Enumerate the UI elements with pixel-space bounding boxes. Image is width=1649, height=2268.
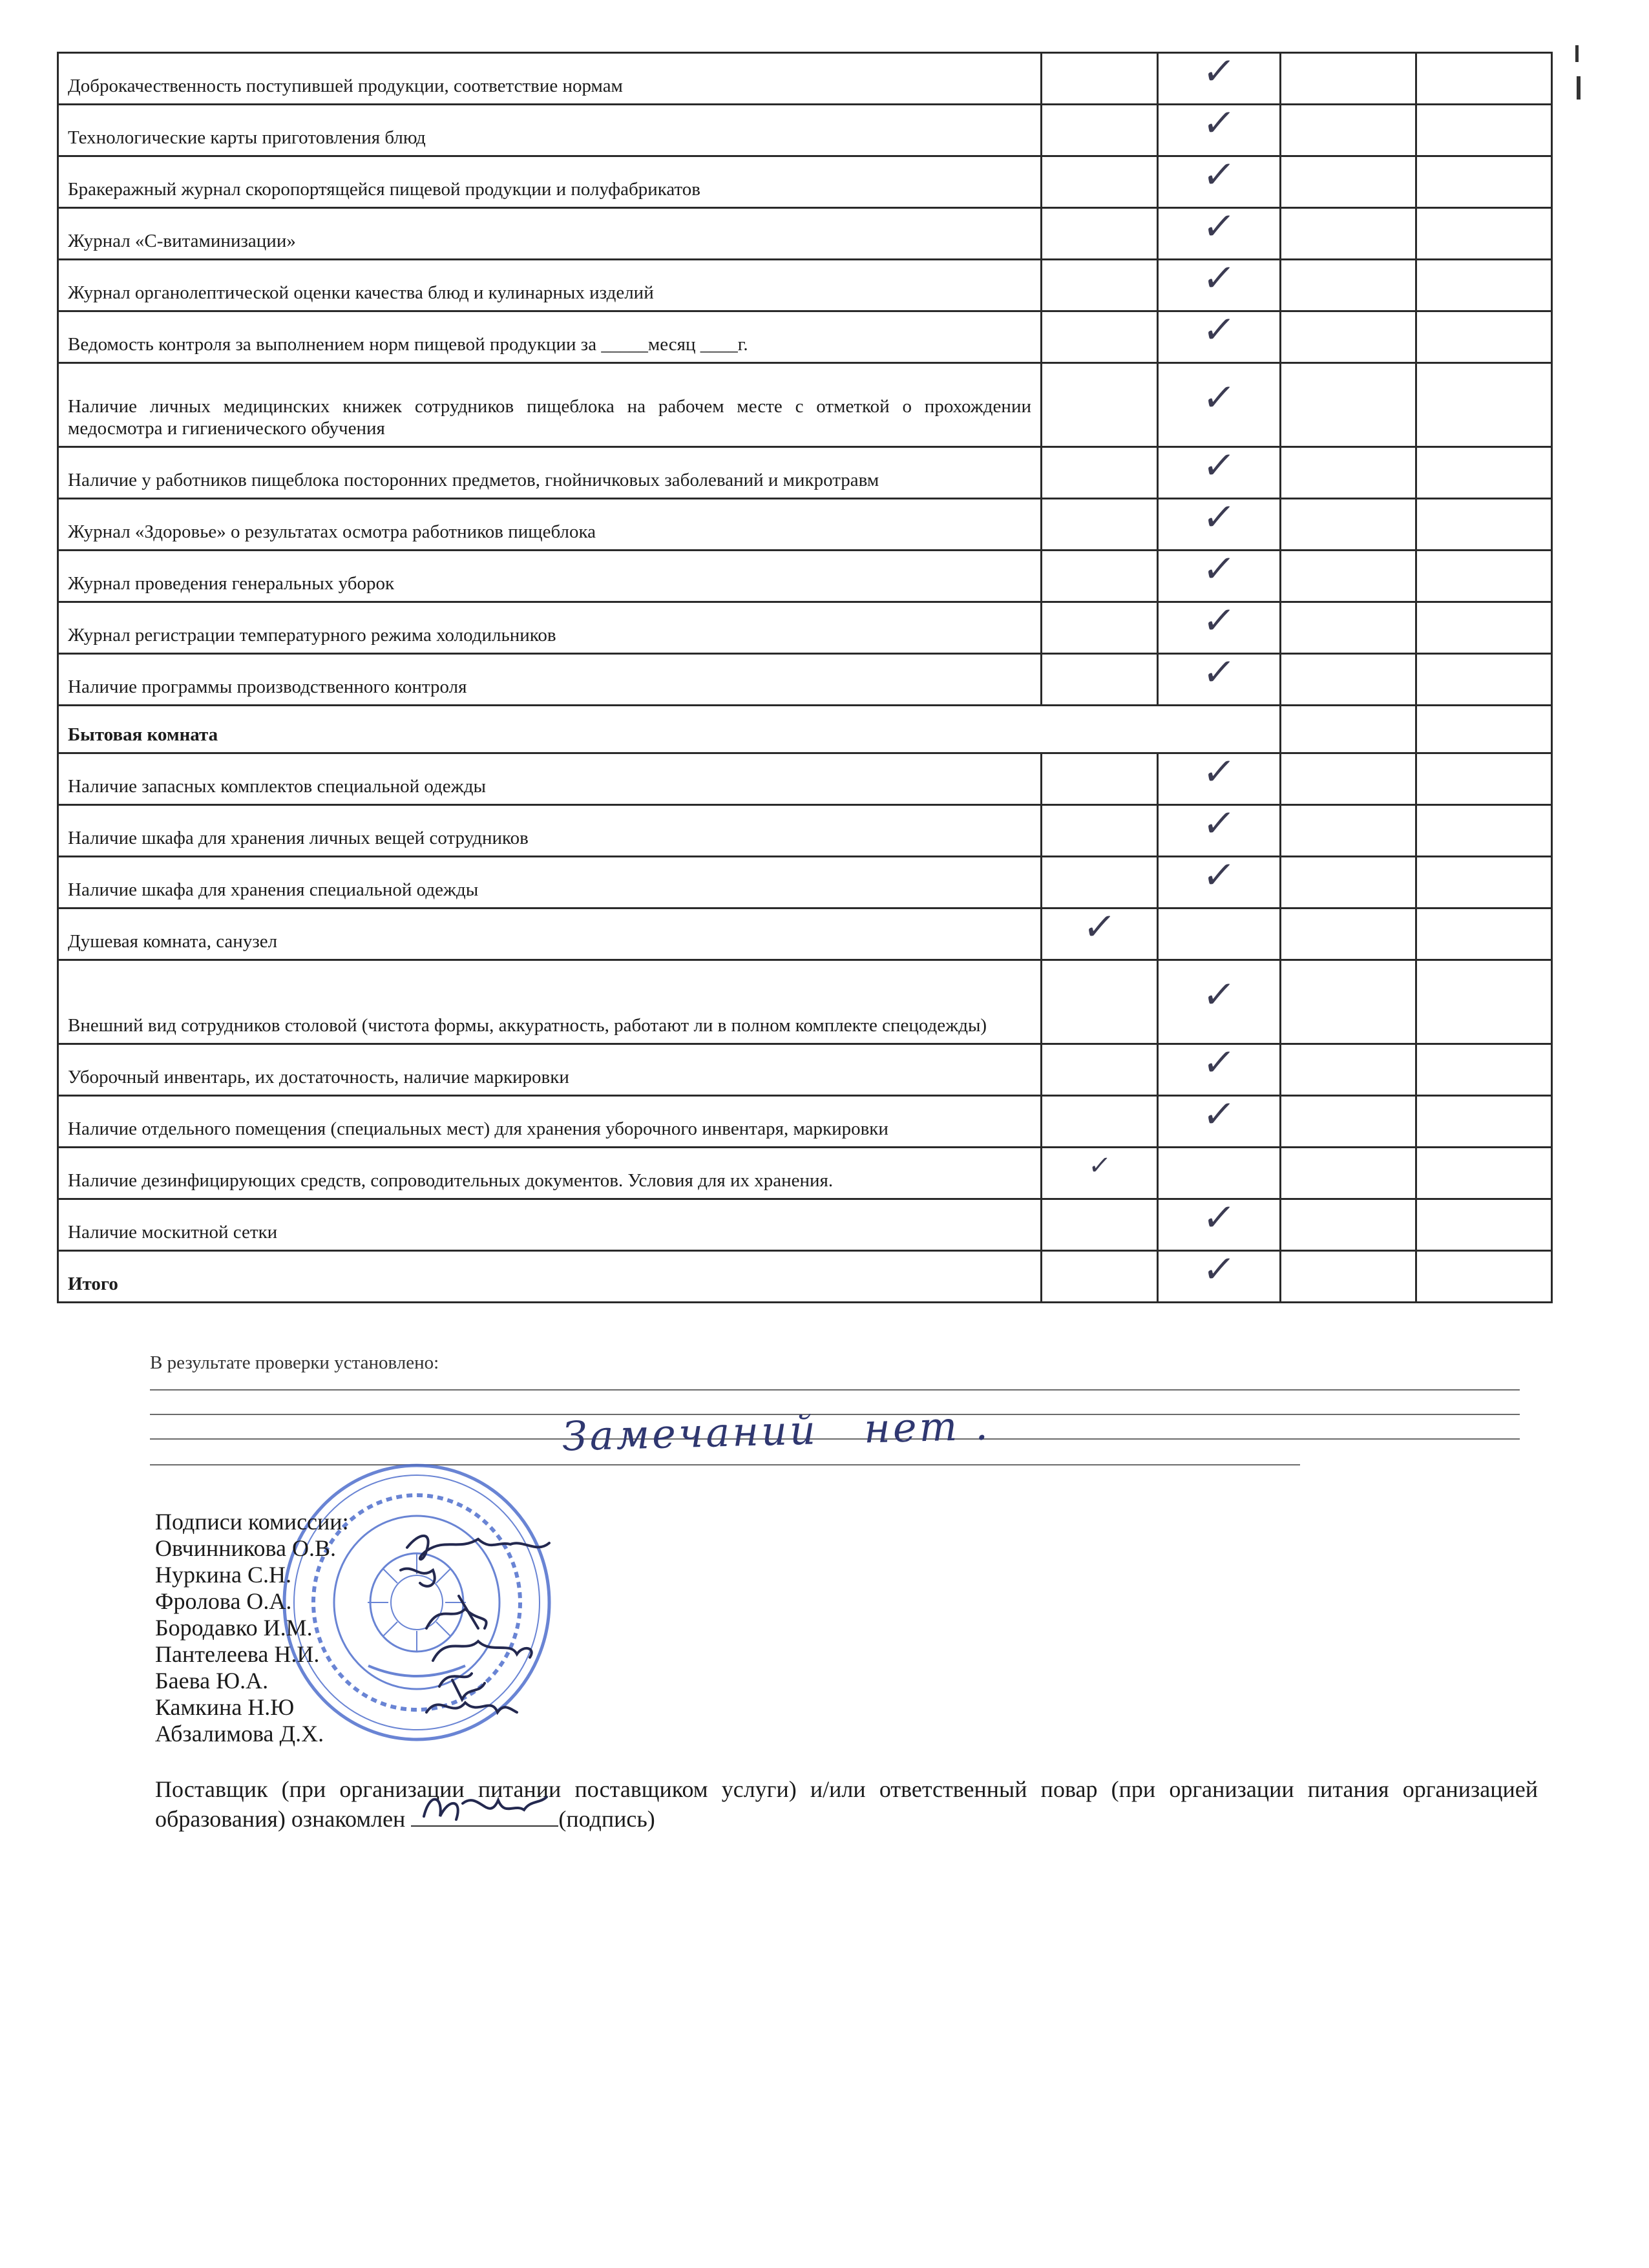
table-row bbox=[58, 960, 1552, 1044]
commission-list bbox=[155, 1535, 349, 1747]
check-mark-icon: ✓ bbox=[1200, 204, 1238, 248]
check-mark-icon: ✓ bbox=[1200, 494, 1238, 539]
check-mark-icon: ✓ bbox=[1200, 749, 1238, 793]
mark-cell bbox=[1158, 204, 1281, 260]
mark-cell bbox=[1042, 805, 1158, 857]
mark-cell bbox=[1042, 960, 1158, 1044]
mark-cell bbox=[1042, 857, 1158, 908]
check-mark-icon: ✓ bbox=[1200, 100, 1238, 145]
commission-member: Пантелеева Н.И. bbox=[155, 1641, 320, 1667]
mark-cell bbox=[1281, 311, 1416, 363]
criterion-label: Доброкачественность поступившей продукции, соответствие нормам bbox=[58, 53, 1042, 105]
mark-cell bbox=[1158, 255, 1281, 311]
mark-cell bbox=[1042, 904, 1158, 960]
mark-cell bbox=[1042, 208, 1158, 260]
criterion-label: Журнал регистрации температурного режима холодильников bbox=[58, 602, 1042, 654]
criterion-label: Внешний вид сотрудников столовой (чистота формы, аккуратность, работают ли в полном комплекте спецодежды) bbox=[58, 960, 1042, 1044]
mark-cell bbox=[1416, 499, 1552, 551]
mark-cell bbox=[1158, 494, 1281, 551]
table-row bbox=[58, 753, 1552, 805]
mark-cell bbox=[1281, 654, 1416, 706]
section-row bbox=[58, 706, 1552, 753]
supplier-text: Поставщик (при организации питании поставщиком услуги) и/или ответственный повар (при организации питания организацией образования) ознакомлен bbox=[155, 1776, 1538, 1832]
commission-block bbox=[155, 1509, 349, 1747]
check-mark-icon: ✓ bbox=[1200, 1195, 1238, 1239]
mark-cell bbox=[1042, 654, 1158, 706]
mark-cell bbox=[1416, 208, 1552, 260]
criterion-label: Уборочный инвентарь, их достаточность, наличие маркировки bbox=[58, 1044, 1042, 1096]
mark-cell bbox=[1042, 105, 1158, 156]
mark-cell bbox=[1416, 1251, 1552, 1303]
mark-cell bbox=[1281, 447, 1416, 499]
check-mark-icon: ✓ bbox=[1200, 972, 1238, 1016]
mark-cell bbox=[1416, 805, 1552, 857]
mark-cell bbox=[1281, 908, 1416, 960]
mark-cell bbox=[1158, 1040, 1281, 1096]
mark-cell bbox=[1158, 960, 1281, 1044]
mark-cell bbox=[1416, 908, 1552, 960]
mark-cell bbox=[1416, 260, 1552, 311]
check-mark-icon: ✓ bbox=[1200, 1040, 1238, 1084]
mark-cell bbox=[1281, 1148, 1416, 1199]
mark-cell bbox=[1416, 311, 1552, 363]
mark-cell bbox=[1158, 801, 1281, 857]
criterion-label: Журнал органолептической оценки качества блюд и кулинарных изделий bbox=[58, 260, 1042, 311]
commission-member: Баева Ю.А. bbox=[155, 1668, 269, 1694]
table-row bbox=[58, 1148, 1552, 1199]
table-row bbox=[58, 499, 1552, 551]
table-row bbox=[58, 602, 1552, 654]
commission-member: Камкина Н.Ю bbox=[155, 1694, 295, 1720]
commission-signatures bbox=[388, 1525, 659, 1732]
criterion-label: Душевая комната, санузел bbox=[58, 908, 1042, 960]
mark-cell bbox=[1042, 260, 1158, 311]
mark-cell bbox=[1281, 1251, 1416, 1303]
mark-cell bbox=[1042, 499, 1158, 551]
mark-cell bbox=[1158, 152, 1281, 208]
table-row bbox=[58, 654, 1552, 706]
mark-cell bbox=[1416, 753, 1552, 805]
mark-cell bbox=[1416, 602, 1552, 654]
mark-cell bbox=[1281, 753, 1416, 805]
supplier-signature-caption: (подпись) bbox=[558, 1806, 655, 1832]
table-row bbox=[58, 311, 1552, 363]
mark-cell bbox=[1042, 156, 1158, 208]
mark-cell bbox=[1416, 654, 1552, 706]
mark-cell bbox=[1281, 706, 1416, 753]
mark-cell bbox=[1158, 1246, 1281, 1303]
mark-cell bbox=[1042, 1199, 1158, 1251]
check-mark-icon: ✓ bbox=[1200, 307, 1238, 352]
mark-cell bbox=[1042, 311, 1158, 363]
table-row bbox=[58, 857, 1552, 908]
scan-mark bbox=[1577, 76, 1581, 100]
mark-cell bbox=[1416, 156, 1552, 208]
table-row bbox=[58, 1096, 1552, 1148]
mark-cell bbox=[1281, 602, 1416, 654]
mark-cell bbox=[1281, 105, 1416, 156]
mark-cell bbox=[1042, 602, 1158, 654]
commission-member: Бородавко И.М. bbox=[155, 1615, 313, 1641]
mark-cell bbox=[1158, 908, 1281, 960]
table-row bbox=[58, 551, 1552, 602]
check-mark-icon: ✓ bbox=[1200, 443, 1238, 487]
mark-cell bbox=[1416, 105, 1552, 156]
scan-mark bbox=[1575, 45, 1579, 62]
criterion-label: Итого bbox=[58, 1251, 1042, 1303]
mark-cell bbox=[1416, 1096, 1552, 1148]
check-mark-icon: ✓ bbox=[1080, 904, 1119, 949]
mark-cell bbox=[1416, 1199, 1552, 1251]
criterion-label: Журнал проведения генеральных уборок bbox=[58, 551, 1042, 602]
mark-cell bbox=[1158, 363, 1281, 447]
checklist-table bbox=[57, 48, 1553, 1303]
mark-cell bbox=[1158, 1195, 1281, 1251]
criterion-label: Наличие отдельного помещения (специальных мест) для хранения уборочного инвентаря, маркировки bbox=[58, 1096, 1042, 1148]
check-mark-icon: ✓ bbox=[1200, 598, 1238, 642]
mark-cell bbox=[1042, 1148, 1158, 1199]
table-row bbox=[58, 208, 1552, 260]
mark-cell bbox=[1281, 260, 1416, 311]
mark-cell bbox=[1281, 1044, 1416, 1096]
mark-cell bbox=[1281, 499, 1416, 551]
criterion-label: Наличие личных медицинских книжек сотрудников пищеблока на рабочем месте с отметкой о прохождении медосмотра и гигиенического обучения bbox=[58, 363, 1042, 447]
mark-cell bbox=[1158, 546, 1281, 602]
commission-title: Подписи комиссии: bbox=[155, 1509, 349, 1535]
check-mark-icon: ✓ bbox=[1200, 375, 1238, 419]
table-row bbox=[58, 53, 1552, 105]
mark-cell bbox=[1158, 852, 1281, 908]
mark-cell bbox=[1281, 208, 1416, 260]
mark-cell bbox=[1281, 805, 1416, 857]
mark-cell bbox=[1158, 307, 1281, 363]
total-row bbox=[58, 1251, 1552, 1303]
table-row bbox=[58, 156, 1552, 208]
check-mark-icon: ✓ bbox=[1200, 1246, 1238, 1291]
mark-cell bbox=[1281, 53, 1416, 105]
supplier-signature bbox=[417, 1784, 553, 1829]
check-mark-icon: ✓ bbox=[1200, 546, 1238, 591]
mark-cell bbox=[1416, 447, 1552, 499]
table-row bbox=[58, 447, 1552, 499]
mark-cell bbox=[1281, 1096, 1416, 1148]
criterion-label: Наличие запасных комплектов специальной одежды bbox=[58, 753, 1042, 805]
mark-cell bbox=[1416, 363, 1552, 447]
criterion-label: Наличие москитной сетки bbox=[58, 1199, 1042, 1251]
mark-cell bbox=[1042, 363, 1158, 447]
table-row bbox=[58, 363, 1552, 447]
table-row bbox=[58, 105, 1552, 156]
mark-cell bbox=[1416, 960, 1552, 1044]
criterion-label: Ведомость контроля за выполнением норм пищевой продукции за _____месяц ____г. bbox=[58, 311, 1042, 363]
mark-cell bbox=[1042, 1044, 1158, 1096]
criterion-label: Наличие шкафа для хранения личных вещей сотрудников bbox=[58, 805, 1042, 857]
table-row bbox=[58, 1199, 1552, 1251]
check-mark-icon: ✓ bbox=[1200, 152, 1238, 196]
mark-cell bbox=[1158, 443, 1281, 499]
check-mark-icon: ✓ bbox=[1086, 1150, 1113, 1181]
table-row bbox=[58, 1044, 1552, 1096]
commission-member: Нуркина С.Н. bbox=[155, 1562, 292, 1588]
mark-cell bbox=[1281, 551, 1416, 602]
criterion-label: Журнал «С-витаминизации» bbox=[58, 208, 1042, 260]
supplier-signature-line bbox=[411, 1803, 558, 1827]
result-line-1 bbox=[150, 1389, 1520, 1391]
mark-cell bbox=[1416, 706, 1552, 753]
mark-cell bbox=[1281, 156, 1416, 208]
mark-cell bbox=[1042, 551, 1158, 602]
commission-member: Овчинникова О.В. bbox=[155, 1535, 336, 1561]
mark-cell bbox=[1158, 649, 1281, 706]
criterion-label: Бракеражный журнал скоропортящейся пищевой продукции и полуфабрикатов bbox=[58, 156, 1042, 208]
section-title: Бытовая комната bbox=[58, 706, 1281, 753]
mark-cell bbox=[1281, 960, 1416, 1044]
commission-member: Фролова О.А. bbox=[155, 1588, 292, 1614]
mark-cell bbox=[1281, 363, 1416, 447]
mark-cell bbox=[1042, 1251, 1158, 1303]
mark-cell bbox=[1158, 100, 1281, 156]
checklist-body bbox=[58, 48, 1552, 1303]
criterion-label: Технологические карты приготовления блюд bbox=[58, 105, 1042, 156]
criterion-label: Наличие дезинфицирующих средств, сопроводительных документов. Условия для их хранения. bbox=[58, 1148, 1042, 1199]
supplier-acknowledgement bbox=[155, 1776, 1538, 1833]
check-mark-icon: ✓ bbox=[1200, 649, 1238, 694]
mark-cell bbox=[1281, 1199, 1416, 1251]
mark-cell bbox=[1158, 749, 1281, 805]
mark-cell bbox=[1416, 857, 1552, 908]
table-row bbox=[58, 260, 1552, 311]
mark-cell bbox=[1158, 1148, 1281, 1199]
mark-cell bbox=[1281, 857, 1416, 908]
mark-cell bbox=[1416, 53, 1552, 105]
mark-cell bbox=[1042, 53, 1158, 105]
mark-cell bbox=[1042, 1096, 1158, 1148]
mark-cell bbox=[1416, 1044, 1552, 1096]
commission-member: Абзалимова Д.Х. bbox=[155, 1721, 324, 1747]
check-mark-icon: ✓ bbox=[1200, 255, 1238, 300]
criterion-label: Журнал «Здоровье» о результатах осмотра работников пищеблока bbox=[58, 499, 1042, 551]
mark-cell bbox=[1416, 1148, 1552, 1199]
check-mark-icon: ✓ bbox=[1200, 1091, 1238, 1136]
result-caption: В результате проверки установлено: bbox=[150, 1352, 439, 1373]
mark-cell bbox=[1042, 447, 1158, 499]
mark-cell bbox=[1158, 1091, 1281, 1148]
criterion-label: Наличие у работников пищеблока посторонних предметов, гнойничковых заболеваний и микротравм bbox=[58, 447, 1042, 499]
handwritten-remark: Замечаний нет . bbox=[562, 1402, 991, 1460]
check-mark-icon: ✓ bbox=[1200, 48, 1238, 93]
criterion-label: Наличие программы производственного контроля bbox=[58, 654, 1042, 706]
table-row bbox=[58, 908, 1552, 960]
mark-cell bbox=[1158, 598, 1281, 654]
check-mark-icon: ✓ bbox=[1200, 801, 1238, 845]
criterion-label: Наличие шкафа для хранения специальной одежды bbox=[58, 857, 1042, 908]
table-row bbox=[58, 805, 1552, 857]
mark-cell bbox=[1158, 48, 1281, 105]
mark-cell bbox=[1042, 753, 1158, 805]
mark-cell bbox=[1416, 551, 1552, 602]
check-mark-icon: ✓ bbox=[1200, 852, 1238, 897]
